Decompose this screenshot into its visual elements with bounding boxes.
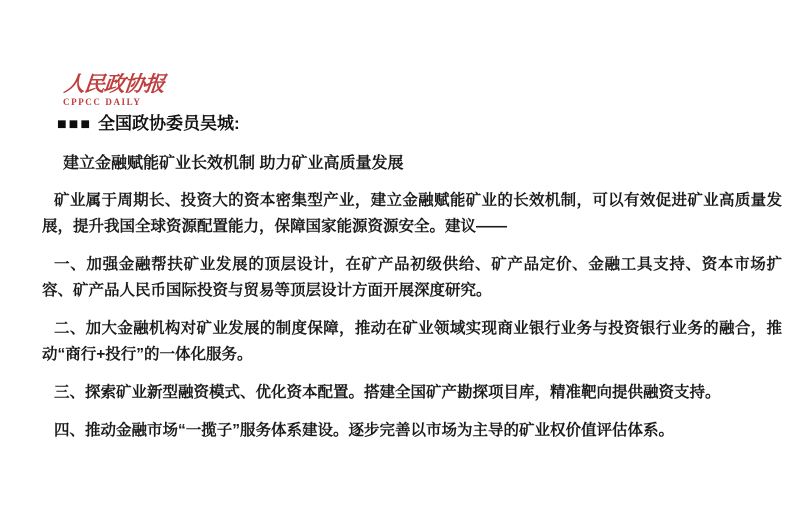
newspaper-logo-subtitle: CPPCC DAILY [63,97,142,107]
article-paragraph: 矿业属于周期长、投资大的资本密集型产业，建立金融赋能矿业的长效机制，可以有效促进矿业高质量发展，提升我国全球资源配置能力，保障国家能源资源安全。建议—— [42,192,782,235]
article-paragraph: 三、探索矿业新型融资模式、优化资本配置。搭建全国矿产勘探项目库，精准靶向提供融资支持。 [54,384,721,401]
article-title: 建立金融赋能矿业长效机制 助力矿业高质量发展 [63,155,404,172]
article-paragraph: 二、加大金融机构对矿业发展的制度保障，推动在矿业领域实现商业银行业务与投资银行业务的融合，推动“商行+投行”的一体化服务。 [42,320,782,363]
article-content [42,74,782,444]
article-paragraph: 一、加强金融帮扶矿业发展的顶层设计，在矿产品初级供给、矿产品定价、金融工具支持、资本市场扩容、矿产品人民币国际投资与贸易等顶层设计方面开展深度研究。 [42,256,782,299]
redaction-squares-icon: ■■■ [57,116,92,133]
byline-text: 全国政协委员吴城: [98,114,240,133]
byline [57,114,782,134]
article-body [42,188,782,444]
article-paragraph: 四、推动金融市场“一揽子”服务体系建设。逐步完善以市场为主导的矿业权价值评估体系。 [54,422,675,439]
newspaper-masthead [63,74,782,107]
newspaper-logo: 人民政协报 [62,72,166,96]
